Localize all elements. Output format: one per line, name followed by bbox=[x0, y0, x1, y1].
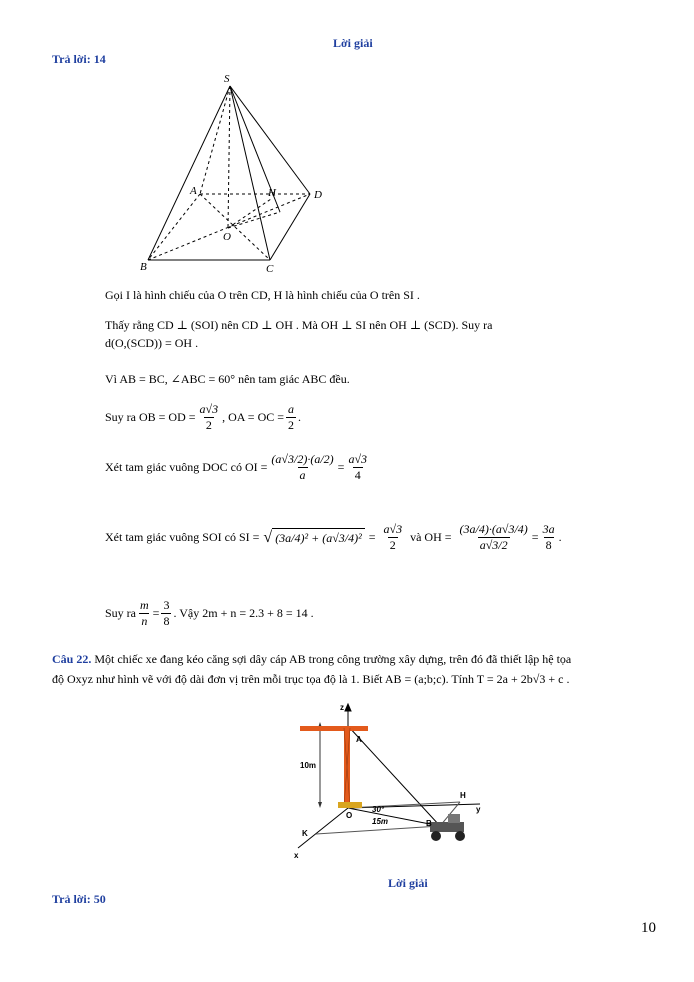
x-axis bbox=[298, 808, 348, 848]
label-distance: 15m bbox=[372, 817, 389, 826]
fraction-a-sqrt3-over-2 bbox=[198, 402, 221, 433]
label-o: O bbox=[223, 231, 231, 243]
fraction-oh bbox=[458, 522, 530, 553]
question-text-2: độ Oxyz như hình vẽ với độ dài đơn vị trên mỗi trục tọa độ là 1. Biết AB = (a;b;c). Tính T = 2a + 2b√3 + c . bbox=[52, 672, 570, 686]
frac-num: a√3 bbox=[348, 452, 368, 466]
fraction-si bbox=[382, 522, 405, 553]
frac-num: (3a/4)·(a√3/4) bbox=[459, 522, 528, 536]
fraction-m-over-n bbox=[138, 598, 151, 629]
line4-prefix: Suy ra OB = OD = bbox=[105, 410, 196, 424]
label-z: z bbox=[340, 703, 344, 712]
solution-heading: Lời giải bbox=[333, 36, 373, 50]
frac-num: a bbox=[288, 402, 295, 416]
label-a: A bbox=[356, 735, 362, 744]
solution-line-2b: d(O,(SCD)) = OH . bbox=[105, 336, 199, 350]
solution-line-4: Suy ra OB = OD = $\frac{a√3}{2}$ , OA = OC = $\frac{a}{2}$ . bbox=[105, 402, 302, 432]
label-a: A bbox=[190, 185, 197, 197]
frac-den: 2 bbox=[389, 538, 396, 552]
label-x: x bbox=[294, 851, 299, 860]
fraction-3a-over-8 bbox=[541, 522, 557, 553]
frac-den: 2 bbox=[288, 418, 295, 432]
solution-line-3: Vì AB = BC, ∠ABC = 60° nên tam giác ABC đều. bbox=[105, 372, 350, 386]
line4-mid: , OA = OC = bbox=[222, 410, 285, 424]
label-d: D bbox=[314, 189, 322, 201]
fraction-3-over-8 bbox=[161, 598, 171, 629]
frac-den: 8 bbox=[545, 538, 552, 552]
frac-den: n bbox=[141, 614, 148, 628]
equals-sign: = bbox=[152, 606, 160, 620]
frac-num: m bbox=[140, 598, 149, 612]
fraction-a-sqrt3-over-4 bbox=[346, 452, 369, 483]
frac-num: a√3 bbox=[383, 522, 403, 536]
frac-num: (a√3/2)·(a/2) bbox=[271, 452, 334, 466]
frac-num: 3a bbox=[542, 522, 555, 536]
label-k: K bbox=[302, 829, 308, 838]
equals-sign: = bbox=[368, 530, 376, 544]
line5-prefix: Xét tam giác vuông DOC có OI = bbox=[105, 460, 268, 474]
sqrt-content: (3a/4)² + (a√3/4)² bbox=[272, 528, 365, 548]
frac-den: 8 bbox=[163, 614, 170, 628]
frac-den: a√3/2 bbox=[479, 538, 508, 552]
fraction-oi bbox=[269, 452, 335, 483]
label-b: B bbox=[140, 261, 147, 273]
question-22 bbox=[52, 652, 652, 667]
pyramid-figure bbox=[130, 70, 340, 280]
solution-line-2a bbox=[105, 318, 661, 333]
answer-label: Trả lời: 14 bbox=[52, 52, 106, 66]
line6-mid: và OH = bbox=[410, 530, 452, 544]
solution-heading-2: Lời giải bbox=[388, 876, 428, 890]
solution-line-1: Gọi I là hình chiếu của O trên CD, H là hình chiếu của O trên SI . bbox=[105, 288, 420, 302]
solution-line-2a-text: Thấy rằng CD ⊥ (SOI) nên CD ⊥ OH . Mà OH ⊥ SI nên OH ⊥ (SCD). Suy ra bbox=[105, 318, 493, 332]
page-number: 10 bbox=[641, 920, 656, 936]
question-text-1: Một chiếc xe đang kéo căng sợi dây cáp AB trong công trường xây dựng, trên đó đã thiết lập hệ tọa bbox=[94, 652, 572, 666]
label-h: H bbox=[268, 187, 276, 199]
solution-line-5 bbox=[105, 452, 371, 483]
label-y: y bbox=[476, 805, 481, 814]
solution-line-6: Xét tam giác vuông SOI có SI = √ (3a/4)² + (a√3/4)² = $\frac{a√3}{2}$ và OH = $\frac{(3a/4)\cdot(a√3/4)}{a√3/2}$ = $\frac{3a}{8}$ . bbox=[105, 522, 562, 552]
label-height: 10m bbox=[300, 761, 317, 770]
label-angle: 30° bbox=[372, 805, 385, 814]
label-b: B bbox=[426, 819, 432, 828]
frac-den: a bbox=[299, 468, 306, 482]
label-c: C bbox=[266, 263, 274, 275]
fraction-a-over-2 bbox=[286, 402, 296, 433]
label-h: H bbox=[460, 791, 466, 800]
label-s: S bbox=[224, 73, 230, 85]
line7-rest: . Vậy 2m + n = 2.3 + 8 = 14 . bbox=[173, 606, 314, 620]
frac-num: 3 bbox=[163, 598, 170, 612]
equals-sign: = bbox=[337, 460, 345, 474]
solution-line-7 bbox=[105, 598, 314, 629]
crane-diagram bbox=[280, 698, 500, 866]
bulldozer-icon bbox=[430, 814, 465, 841]
equals-sign: = bbox=[531, 530, 539, 544]
line7-prefix: Suy ra bbox=[105, 606, 136, 620]
label-o: O bbox=[346, 811, 353, 820]
sqrt-sign: √ bbox=[263, 528, 273, 546]
question-label: Câu 22. bbox=[52, 652, 92, 666]
answer-label-2: Trả lời: 50 bbox=[52, 892, 106, 906]
frac-den: 2 bbox=[205, 418, 212, 432]
frac-den: 4 bbox=[354, 468, 361, 482]
line6-prefix: Xét tam giác vuông SOI có SI = bbox=[105, 530, 260, 544]
frac-num: a√3 bbox=[199, 402, 219, 416]
